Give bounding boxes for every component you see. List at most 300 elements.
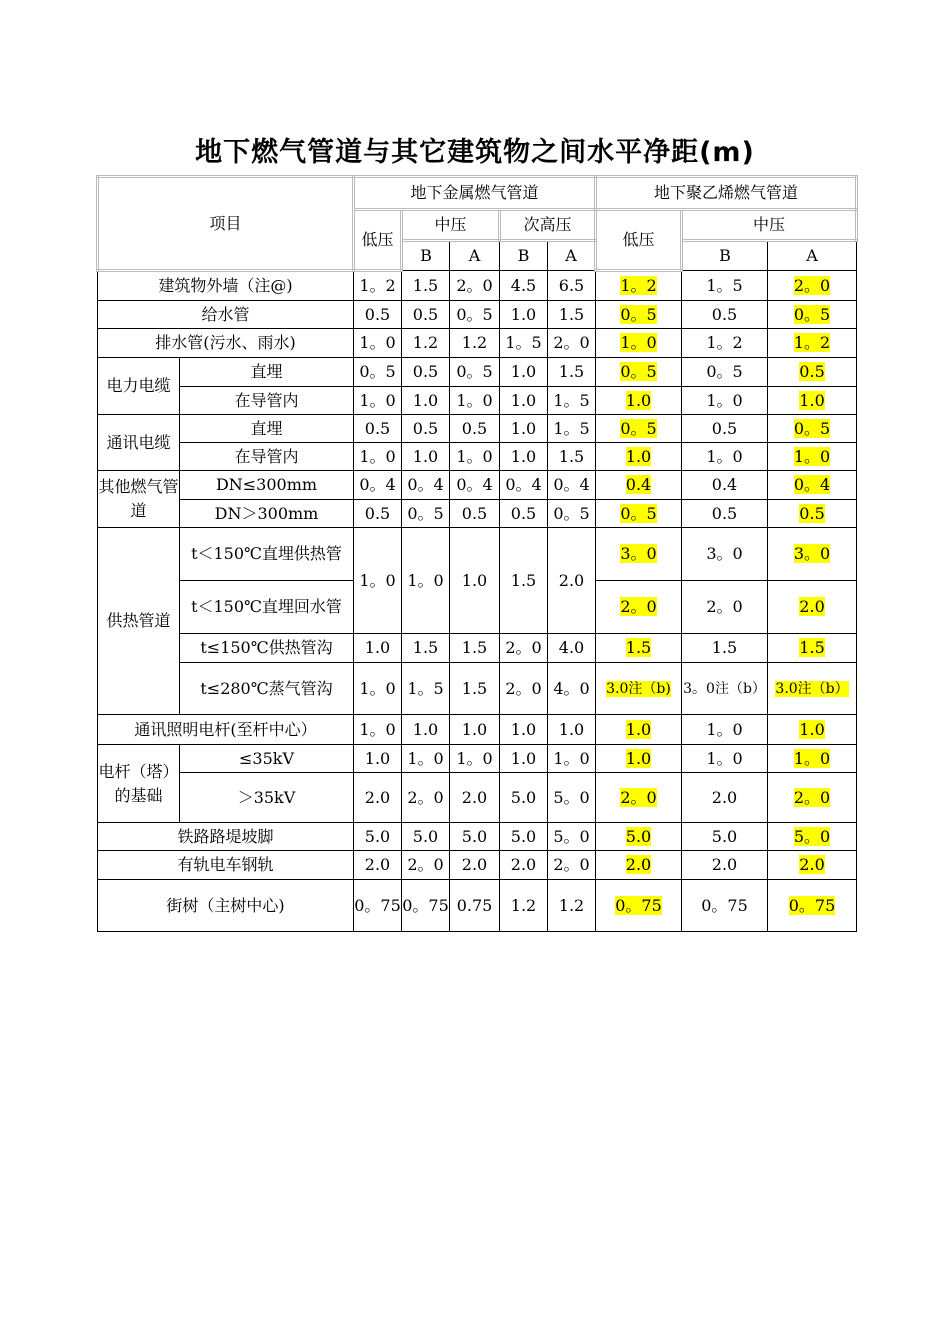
value-text: 1.5: [461, 638, 488, 657]
value-cell: [500, 471, 548, 500]
value-text: 1。0: [359, 719, 396, 739]
value-text: 0。5: [456, 304, 493, 324]
value-text: 2.0: [364, 855, 391, 874]
value-text: 0.5: [711, 304, 738, 324]
value-text: 0.5: [412, 304, 439, 324]
value-cell: [450, 387, 500, 415]
value-cell: [500, 823, 548, 851]
value-cell: [354, 745, 402, 773]
value-text: 0。75: [402, 895, 449, 915]
value-text: 2.0: [799, 597, 825, 616]
value-text: 1。0: [407, 748, 444, 768]
value-text: 1。0: [620, 333, 657, 352]
value-cell: [596, 415, 682, 443]
value-cell: [682, 471, 768, 500]
value-cell: [450, 663, 500, 715]
table-row: [98, 773, 857, 823]
value-text: 2.0: [510, 855, 537, 874]
value-cell: [354, 358, 402, 387]
value-cell: [682, 387, 768, 415]
value-text: 5.0: [510, 787, 537, 807]
value-cell: [682, 358, 768, 387]
value-text: 1。0: [359, 570, 396, 590]
value-text: 2.0: [711, 787, 738, 807]
value-cell: [354, 415, 402, 443]
value-cell: [500, 663, 548, 715]
value-text: 0.5: [711, 418, 738, 438]
value-cell: [450, 415, 500, 443]
value-cell: [450, 301, 500, 329]
value-text: 0.5: [799, 503, 825, 523]
value-cell: [402, 387, 450, 415]
value-cell: [548, 663, 596, 715]
value-text: 0.5: [461, 503, 488, 523]
value-text: 3。0: [620, 544, 657, 563]
value-cell: [548, 500, 596, 528]
value-text: 2。0: [407, 787, 444, 807]
value-text: 0.5: [364, 418, 391, 438]
value-text: 0。4: [553, 475, 590, 494]
value-text: 0。5: [620, 503, 657, 523]
table-row: [98, 663, 857, 715]
value-text: 1.2: [461, 333, 488, 352]
table-row: [98, 715, 857, 745]
value-cell: [768, 715, 857, 745]
value-text: 2.0: [364, 787, 391, 807]
value-text: 1.0: [799, 390, 825, 410]
value-text: 0。5: [359, 362, 396, 381]
value-cell: [548, 471, 596, 500]
value-text: 2。0: [793, 787, 831, 807]
value-cell: [548, 634, 596, 663]
value-cell: [450, 528, 500, 634]
value-text: 1.2: [510, 895, 537, 915]
value-text: 1。2: [620, 276, 657, 295]
value-cell: [548, 715, 596, 745]
value-cell: [768, 471, 857, 500]
value-text: 0.5: [364, 503, 391, 523]
value-cell: [596, 500, 682, 528]
value-text: 1.0: [625, 446, 652, 466]
value-text: 0.4: [711, 475, 738, 494]
value-cell: [500, 880, 548, 932]
value-text: 1.5: [412, 275, 439, 295]
value-text: 2。0: [456, 275, 493, 295]
value-cell: [682, 745, 768, 773]
value-text: 0。5: [620, 362, 657, 381]
value-text: 2。0: [553, 855, 590, 874]
value-cell: [450, 271, 500, 301]
value-text: 0.5: [412, 362, 439, 381]
value-cell: [548, 823, 596, 851]
table-row: [98, 387, 857, 415]
value-cell: [402, 773, 450, 823]
value-cell: [548, 745, 596, 773]
value-cell: [500, 634, 548, 663]
value-cell: [450, 358, 500, 387]
row-label: 建筑物外墙（注@): [98, 271, 354, 301]
value-text: 0。4: [359, 475, 396, 494]
value-cell: [682, 663, 768, 715]
value-cell: [450, 773, 500, 823]
value-cell: [596, 745, 682, 773]
value-text: 1.5: [461, 678, 488, 698]
table-row: [98, 329, 857, 358]
value-text: 0。4: [456, 475, 493, 494]
value-cell: [402, 443, 450, 471]
table-row: [98, 745, 857, 773]
value-cell: [450, 745, 500, 773]
value-cell: [354, 500, 402, 528]
header-metal-subhigh: 次高压: [500, 210, 596, 241]
value-text: 3。0: [793, 544, 831, 563]
table-row: [98, 443, 857, 471]
header-metal-low: 低压: [354, 210, 402, 271]
value-text: 1.2: [412, 333, 439, 352]
value-cell: [548, 415, 596, 443]
row-label: ≤35kV: [180, 745, 354, 773]
header-pe-mid-b: B: [682, 241, 768, 271]
value-cell: [768, 387, 857, 415]
row-label: 在导管内: [180, 387, 354, 415]
value-cell: [500, 387, 548, 415]
value-text: 1.0: [461, 570, 488, 590]
value-text: 5.0: [364, 826, 391, 846]
value-text: 1.0: [510, 304, 537, 324]
value-cell: [450, 443, 500, 471]
row-label: ＞35kV: [180, 773, 354, 823]
value-cell: [450, 880, 500, 932]
value-cell: [500, 715, 548, 745]
value-text: 1。5: [553, 390, 590, 410]
table-row: [98, 471, 857, 500]
value-text: 1.0: [510, 748, 537, 768]
value-cell: [402, 415, 450, 443]
row-label: t≤280℃蒸气管沟: [180, 663, 354, 715]
value-text: 1。0: [793, 446, 831, 466]
value-cell: [596, 715, 682, 745]
value-text: 3。0: [706, 544, 743, 563]
value-text: 0。75: [354, 895, 401, 915]
value-cell: [354, 663, 402, 715]
value-cell: [682, 500, 768, 528]
value-text: 0。5: [553, 503, 590, 523]
value-text: 1。0: [706, 390, 743, 410]
value-text: 0。75: [788, 895, 836, 915]
value-cell: [500, 443, 548, 471]
value-text: 0.75: [456, 895, 493, 915]
row-label: t≤150℃供热管沟: [180, 634, 354, 663]
group-label-comm: 通讯电缆: [98, 415, 180, 471]
value-cell: [596, 880, 682, 932]
group-label-pole: 电杆（塔）的基础: [98, 745, 180, 823]
table-row: [98, 358, 857, 387]
row-label: 直埋: [180, 358, 354, 387]
value-text: 1.0: [625, 748, 652, 768]
value-text: 0。4: [407, 475, 444, 494]
value-text: 0。5: [793, 304, 831, 324]
value-text: 1.0: [412, 446, 439, 466]
row-label: 给水管: [98, 301, 354, 329]
value-text: 2.0: [625, 855, 652, 874]
value-cell: [682, 581, 768, 634]
value-cell: [596, 581, 682, 634]
table-row: [98, 415, 857, 443]
row-label: 街树（主树中心): [98, 880, 354, 932]
value-cell: [500, 415, 548, 443]
value-text: 1。0: [456, 446, 493, 466]
header-pe-pipe: 地下聚乙烯燃气管道: [596, 177, 857, 210]
header-pe-mid: 中压: [682, 210, 857, 241]
value-cell: [402, 471, 450, 500]
value-text: 2。0: [620, 597, 657, 616]
value-text: 2。0: [793, 275, 831, 295]
value-cell: [768, 500, 857, 528]
value-cell: [768, 358, 857, 387]
header-metal-subhigh-b: B: [500, 241, 548, 271]
value-cell: [682, 823, 768, 851]
group-label-heat: 供热管道: [98, 528, 180, 715]
table-row: [98, 301, 857, 329]
value-text: 1。5: [407, 678, 444, 698]
value-text: 1.0: [364, 638, 391, 657]
value-cell: [682, 415, 768, 443]
value-text: 2。0: [706, 597, 743, 616]
value-cell: [596, 443, 682, 471]
value-cell: [402, 663, 450, 715]
row-label: 铁路路堤坡脚: [98, 823, 354, 851]
value-cell: [402, 301, 450, 329]
value-text: 1.0: [625, 390, 652, 410]
value-cell: [682, 634, 768, 663]
value-cell: [596, 271, 682, 301]
header-pe-low: 低压: [596, 210, 682, 271]
value-text: 0.5: [510, 503, 537, 523]
value-cell: [768, 880, 857, 932]
value-text: 0。75: [701, 895, 748, 915]
value-text: 1.0: [364, 748, 391, 768]
header-pe-mid-a: A: [768, 241, 857, 271]
value-text: 1.5: [711, 638, 738, 657]
value-text: 1。0: [359, 390, 396, 410]
table-row: [98, 851, 857, 880]
value-text: 5.0: [510, 826, 537, 846]
value-cell: [402, 715, 450, 745]
value-cell: [682, 528, 768, 581]
value-cell: [354, 773, 402, 823]
value-cell: [768, 634, 857, 663]
value-cell: [548, 358, 596, 387]
row-label: 在导管内: [180, 443, 354, 471]
value-text: 1。2: [359, 276, 396, 295]
value-cell: [354, 823, 402, 851]
value-cell: [682, 715, 768, 745]
row-label: DN≤300mm: [180, 471, 354, 500]
value-cell: [402, 329, 450, 358]
value-cell: [548, 851, 596, 880]
value-text: 5。0: [553, 826, 590, 846]
row-label: DN＞300mm: [180, 500, 354, 528]
value-text: 0。5: [620, 418, 657, 438]
value-text: 1.0: [625, 719, 652, 739]
value-text: 0。5: [407, 503, 444, 523]
value-text: 1.0: [558, 719, 585, 739]
value-text: 5.0: [461, 826, 488, 846]
value-text: 1。0: [706, 446, 743, 466]
value-cell: [450, 500, 500, 528]
value-cell: [402, 500, 450, 528]
row-label: t＜150℃直埋回水管: [180, 581, 354, 634]
value-cell: [768, 415, 857, 443]
value-text: 1。0: [407, 570, 444, 590]
value-text: 1.5: [558, 446, 585, 466]
value-cell: [548, 301, 596, 329]
value-cell: [354, 301, 402, 329]
value-text: 1.5: [558, 304, 585, 324]
value-text: 4.0: [558, 638, 585, 657]
header-metal-mid-b: B: [402, 241, 450, 271]
value-cell: [682, 443, 768, 471]
value-cell: [500, 358, 548, 387]
value-text: 4.5: [510, 275, 537, 295]
value-text: 1。5: [706, 275, 743, 295]
value-text: 2。0: [553, 333, 590, 352]
value-text: 5。0: [793, 826, 831, 846]
value-text: 1.0: [510, 390, 537, 410]
value-cell: [450, 634, 500, 663]
value-cell: [682, 271, 768, 301]
value-text: 2。0: [505, 678, 542, 698]
value-cell: [768, 528, 857, 581]
table-row: [98, 500, 857, 528]
value-cell: [354, 387, 402, 415]
value-cell: [548, 443, 596, 471]
value-cell: [354, 443, 402, 471]
value-text: 3.0注（b): [606, 680, 671, 697]
value-cell: [768, 745, 857, 773]
value-text: 2.0: [711, 855, 738, 874]
value-text: 1.0: [799, 719, 825, 739]
value-cell: [354, 471, 402, 500]
value-cell: [768, 443, 857, 471]
value-text: 1。0: [359, 446, 396, 466]
value-cell: [402, 528, 450, 634]
value-text: 0。5: [793, 418, 831, 438]
distance-table: [96, 175, 858, 932]
value-text: 1.0: [412, 719, 439, 739]
value-cell: [450, 823, 500, 851]
value-cell: [450, 715, 500, 745]
value-text: 1.0: [510, 362, 537, 381]
header-metal-mid-a: A: [450, 241, 500, 271]
value-cell: [596, 471, 682, 500]
value-cell: [768, 773, 857, 823]
value-text: 2。0: [407, 855, 444, 874]
value-cell: [768, 851, 857, 880]
value-cell: [354, 880, 402, 932]
value-text: 2。0: [620, 787, 657, 807]
value-text: 1.0: [510, 446, 537, 466]
value-text: 1。0: [793, 748, 831, 768]
value-cell: [682, 851, 768, 880]
value-text: 1.0: [412, 390, 439, 410]
value-cell: [768, 823, 857, 851]
value-text: 0.5: [364, 304, 391, 324]
value-cell: [596, 851, 682, 880]
value-text: 1.0: [510, 418, 537, 438]
value-cell: [500, 271, 548, 301]
value-cell: [402, 745, 450, 773]
value-cell: [450, 851, 500, 880]
value-text: 0.4: [625, 475, 652, 494]
value-cell: [354, 715, 402, 745]
value-text: 1。5: [505, 333, 542, 352]
value-cell: [500, 773, 548, 823]
value-cell: [354, 329, 402, 358]
value-cell: [500, 851, 548, 880]
value-text: 1。0: [359, 678, 396, 698]
value-cell: [596, 663, 682, 715]
value-text: 1.5: [799, 638, 825, 657]
value-text: 5。0: [553, 787, 590, 807]
value-text: 0.5: [412, 418, 439, 438]
value-cell: [450, 329, 500, 358]
value-cell: [354, 528, 402, 634]
value-text: 1.0: [461, 719, 488, 739]
value-cell: [548, 271, 596, 301]
value-text: 1.5: [510, 570, 537, 590]
value-text: 0。5: [456, 362, 493, 381]
header-item: 项目: [98, 177, 354, 271]
header-metal-subhigh-a: A: [548, 241, 596, 271]
value-text: 3。0注（b）: [683, 680, 766, 697]
value-text: 1.0: [510, 719, 537, 739]
value-cell: [768, 301, 857, 329]
table-row: [98, 634, 857, 663]
table-row: [98, 528, 857, 581]
value-cell: [548, 528, 596, 634]
value-text: 1。0: [359, 333, 396, 352]
value-cell: [402, 880, 450, 932]
value-cell: [682, 773, 768, 823]
value-cell: [682, 880, 768, 932]
value-text: 1.5: [412, 638, 439, 657]
value-cell: [548, 329, 596, 358]
value-text: 1。5: [553, 418, 590, 438]
value-text: 1。2: [706, 333, 743, 352]
value-cell: [402, 823, 450, 851]
row-label: 直埋: [180, 415, 354, 443]
value-text: 2.0: [461, 787, 488, 807]
value-text: 1。0: [456, 390, 493, 410]
value-cell: [596, 329, 682, 358]
page-title: 地下燃气管道与其它建筑物之间水平净距(m): [195, 137, 755, 168]
value-text: 0。75: [615, 895, 662, 915]
value-cell: [682, 329, 768, 358]
value-cell: [402, 851, 450, 880]
value-text: 1.5: [625, 638, 652, 657]
value-cell: [682, 301, 768, 329]
header-metal-pipe: 地下金属燃气管道: [354, 177, 596, 210]
value-text: 1。0: [706, 719, 743, 739]
value-cell: [402, 634, 450, 663]
value-text: 1。0: [456, 748, 493, 768]
value-cell: [596, 634, 682, 663]
value-text: 1。0: [553, 748, 590, 768]
value-text: 0。5: [620, 304, 657, 324]
value-text: 2.0: [799, 855, 825, 874]
table-row: [98, 880, 857, 932]
